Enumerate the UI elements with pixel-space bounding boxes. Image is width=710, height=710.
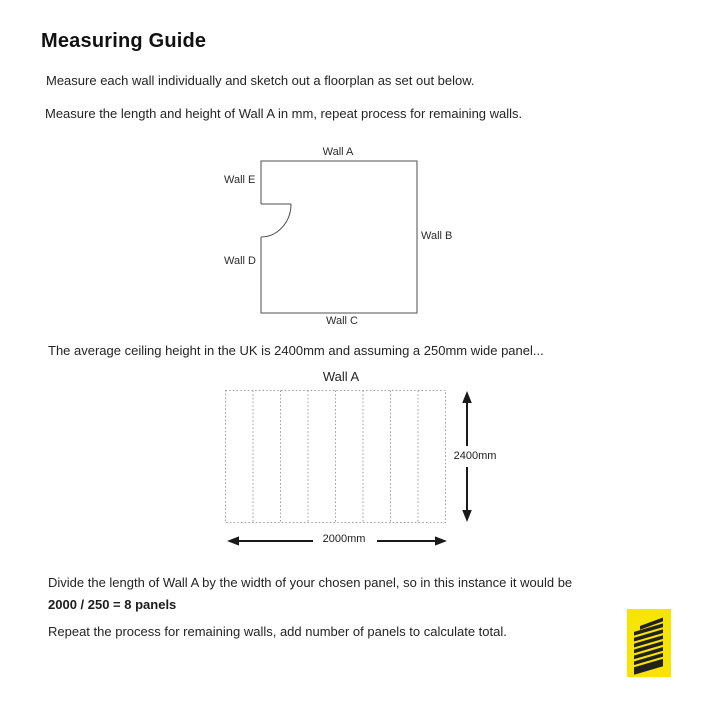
measure-instruction-text: Measure the length and height of Wall A in mm, repeat process for remaining walls. — [45, 106, 523, 121]
repeat-instruction-text: Repeat the process for remaining walls, add number of panels to calculate total. — [48, 624, 507, 639]
height-dimension-label: 2400mm — [453, 450, 497, 462]
intro-text: Measure each wall individually and sketch out a floorplan as set out below. — [46, 73, 475, 88]
floorplan-outline — [261, 161, 417, 313]
panel-formula-text: 2000 / 250 = 8 panels — [48, 597, 177, 612]
door-swing-arc — [261, 204, 291, 237]
page-title: Measuring Guide — [41, 30, 207, 52]
floorplan-wall-d-label: Wall D — [224, 255, 256, 267]
ceiling-height-text: The average ceiling height in the UK is 2400mm and assuming a 250mm wide panel... — [48, 343, 544, 358]
divide-instruction-text: Divide the length of Wall A by the width of your chosen panel, so in this instance it would be — [48, 575, 573, 590]
panel-divider-lines — [253, 391, 418, 523]
stacked-panels-logo — [627, 609, 671, 677]
floorplan-wall-e-label: Wall E — [224, 174, 256, 186]
floorplan-wall-a-label: Wall A — [322, 146, 354, 158]
width-dimension-label: 2000mm — [322, 533, 366, 545]
floorplan-wall-b-label: Wall B — [421, 230, 453, 242]
panel-diagram-title: Wall A — [322, 369, 360, 384]
floorplan-wall-c-label: Wall C — [326, 315, 358, 327]
